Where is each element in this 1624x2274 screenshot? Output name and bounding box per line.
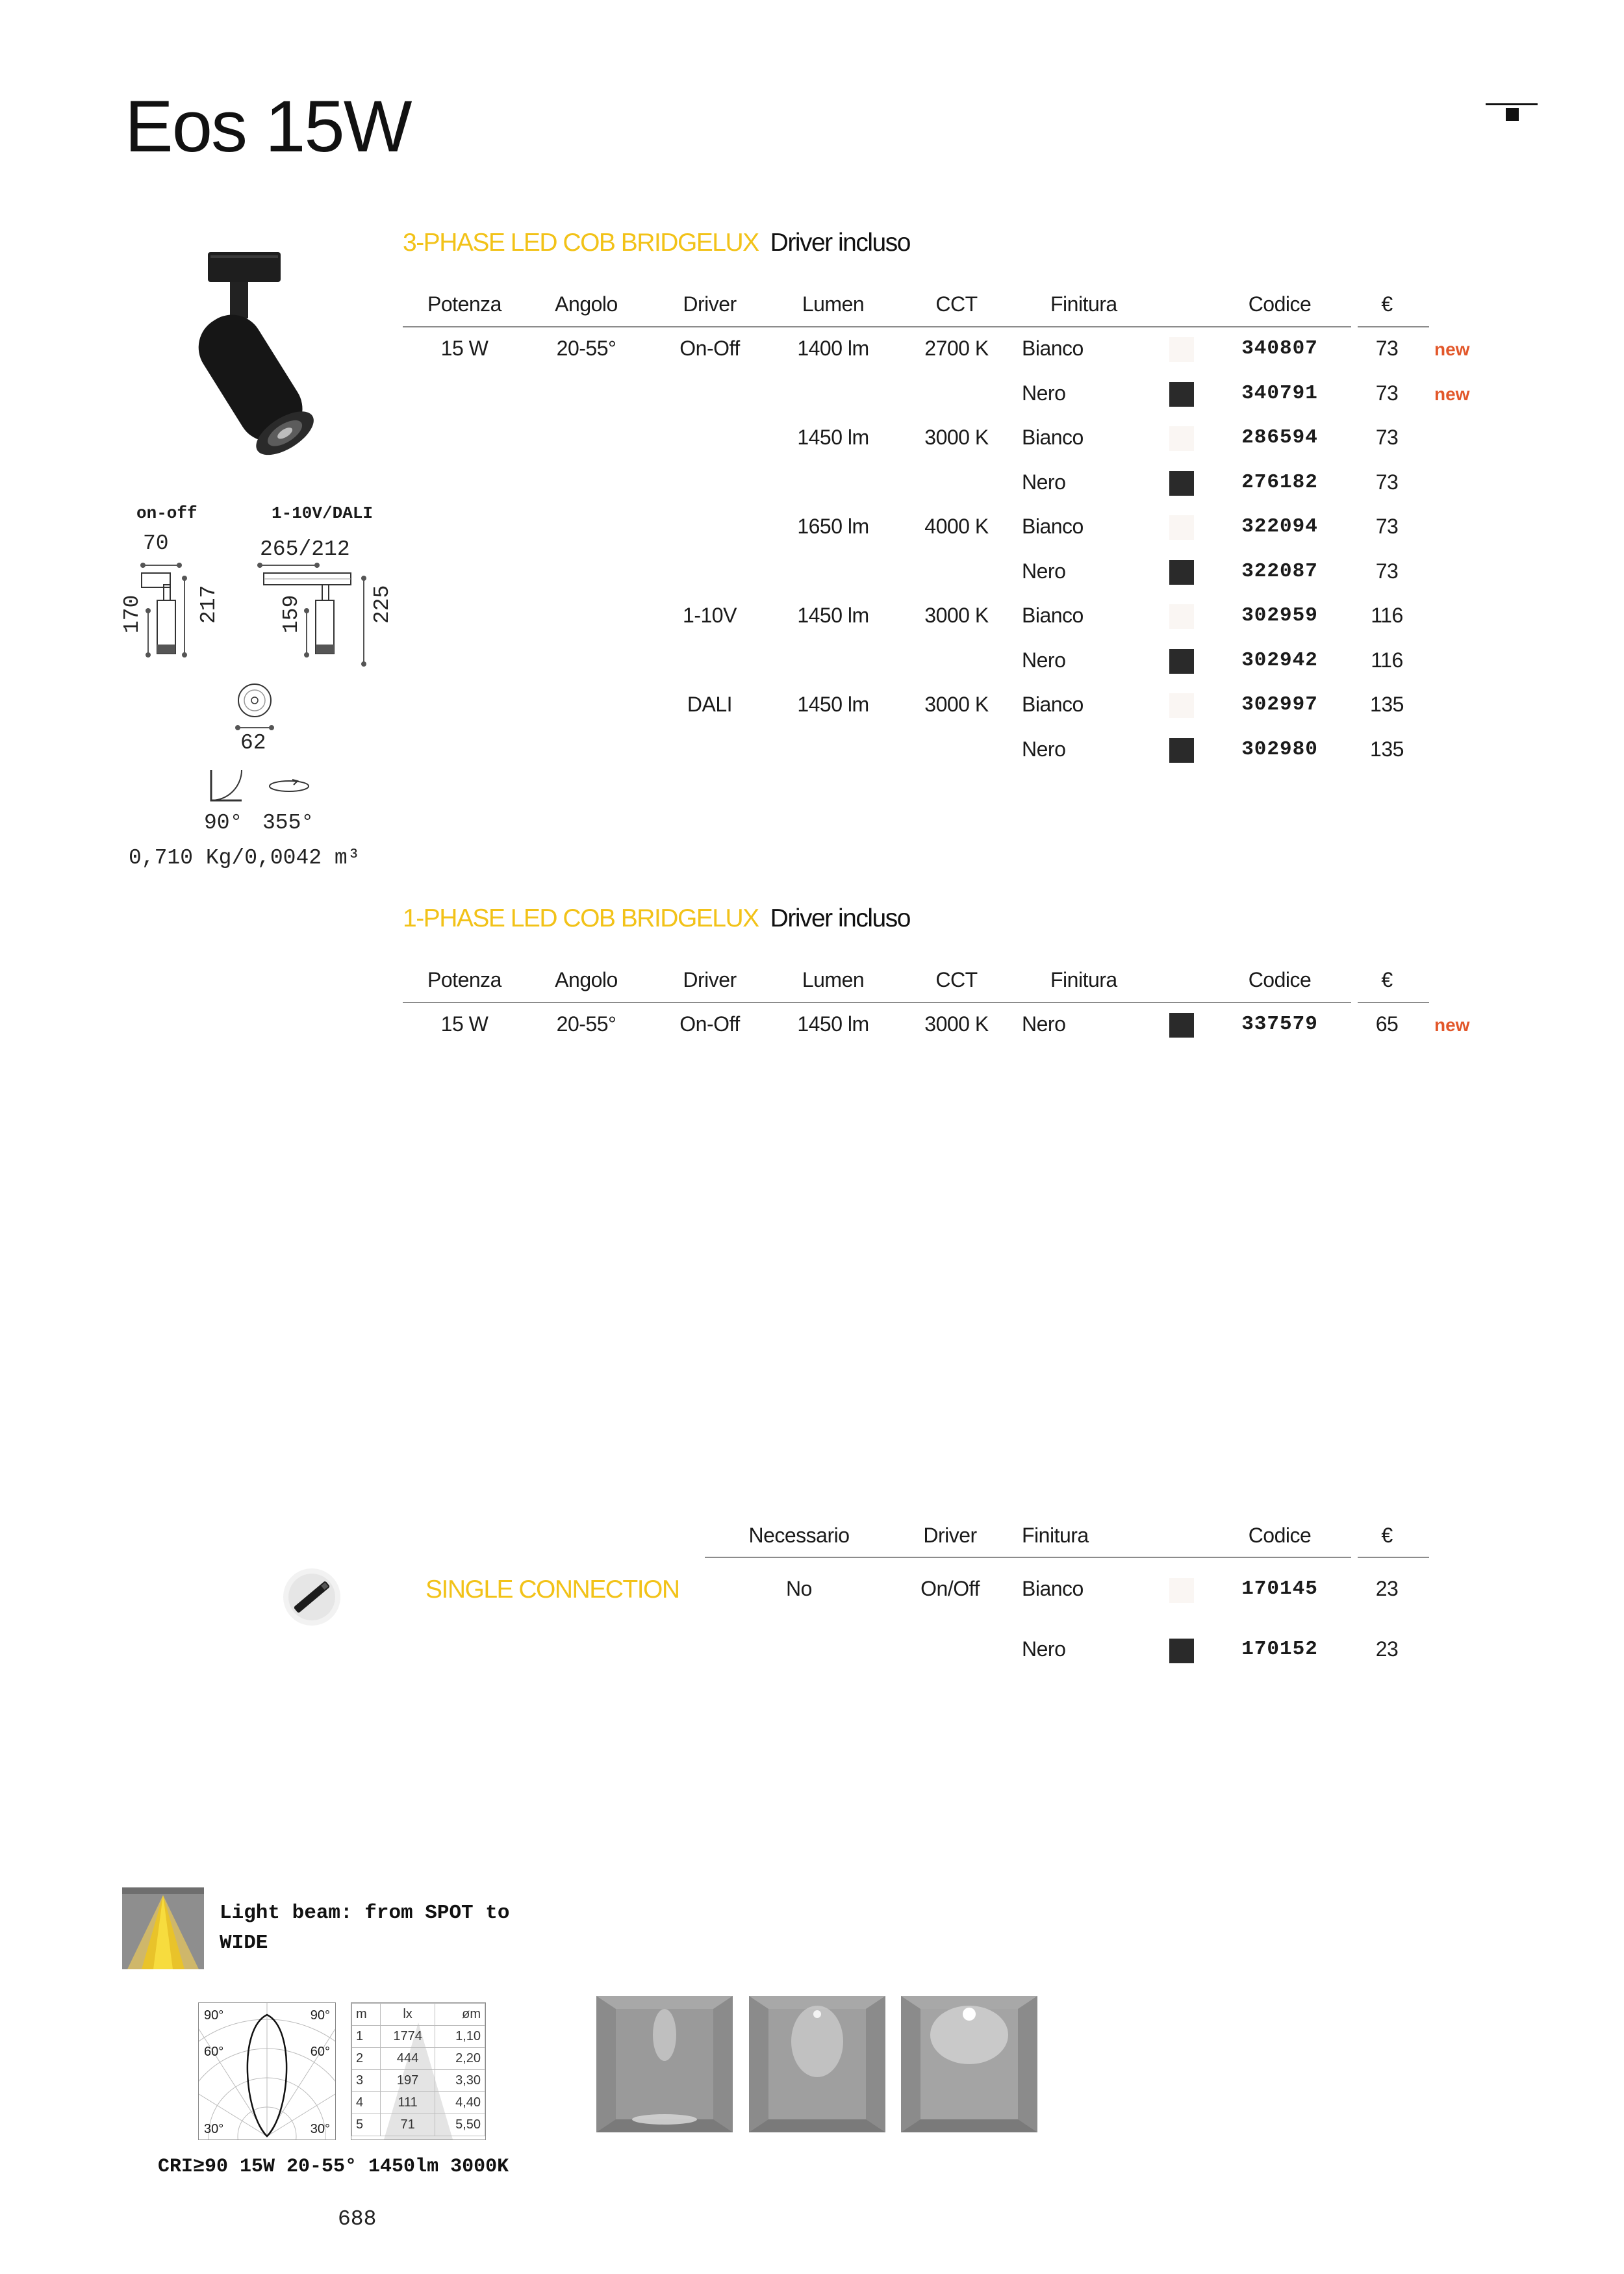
price: 135 (1370, 737, 1404, 761)
product-code: 302980 (1241, 737, 1318, 761)
acc-header-rule (705, 1557, 1351, 1558)
acc-col-driver: Driver (923, 1524, 977, 1547)
polar-angle-30-left: 30° (204, 2122, 224, 2136)
finish-swatch (1169, 1578, 1194, 1603)
product-code: 302942 (1241, 648, 1318, 672)
photo-table-row (352, 2048, 485, 2070)
price: 23 (1375, 1637, 1399, 1661)
s1-col-potenza: Potenza (427, 292, 501, 316)
price: 65 (1375, 1012, 1399, 1036)
price: 73 (1375, 470, 1399, 494)
finish-swatch (1169, 560, 1194, 585)
dim-label-dali: 1-10V/DALI (272, 504, 374, 523)
s1-col-driver: Driver (683, 292, 737, 316)
light-beam-line2: WIDE (220, 1932, 268, 1954)
price: 73 (1375, 337, 1399, 360)
corner-mark-square-icon (1506, 108, 1519, 121)
photo-diameter: 5,50 (435, 2114, 485, 2136)
polar-angle-30-right: 30° (310, 2122, 330, 2136)
cell-finitura: Nero (1022, 648, 1066, 672)
photo-col-om: øm (435, 2004, 485, 2026)
s1-header-rule (403, 326, 1351, 327)
s1-col-finitura: Finitura (1050, 292, 1117, 316)
light-beam-line1: Light beam: from SPOT to (220, 1902, 510, 1924)
cell-driver: On-Off (679, 337, 740, 360)
acc-col-price: € (1381, 1524, 1393, 1547)
cell-potenza: 15 W (440, 337, 488, 360)
cell-finitura: Bianco (1022, 604, 1084, 627)
cell-finitura: Nero (1022, 381, 1066, 405)
finish-swatch (1169, 471, 1194, 496)
cell-finitura: Nero (1022, 470, 1066, 494)
page-number: 688 (338, 2207, 377, 2231)
photo-col-m: m (352, 2004, 381, 2026)
photo-table-row (352, 2114, 485, 2136)
photo-table-row (352, 2070, 485, 2092)
acc-cell-finitura: Nero (1022, 1637, 1066, 1661)
finish-swatch (1169, 426, 1194, 451)
product-code: 302959 (1241, 604, 1318, 627)
page-title: Eos 15W (125, 86, 411, 167)
product-code: 322087 (1241, 559, 1318, 583)
finish-swatch (1169, 693, 1194, 718)
product-code: 170152 (1241, 1638, 1318, 1661)
price: 73 (1375, 426, 1399, 449)
new-badge: new (1434, 383, 1470, 404)
s2-col-angolo: Angolo (555, 968, 618, 991)
cell-finitura: Nero (1022, 1012, 1066, 1036)
price: 135 (1370, 693, 1404, 716)
price: 73 (1375, 559, 1399, 583)
photo-diameter: 4,40 (435, 2092, 485, 2114)
photo-distance: 5 (352, 2114, 381, 2136)
finish-swatch (1169, 604, 1194, 629)
cell-finitura: Bianco (1022, 693, 1084, 716)
s2-col-finitura: Finitura (1050, 968, 1117, 991)
corner-mark-line (1486, 103, 1538, 105)
section1-heading-type: 3-PHASE LED COB BRIDGELUX (403, 229, 759, 257)
cell-finitura: Bianco (1022, 337, 1084, 360)
s2-col-price: € (1381, 968, 1393, 991)
cell-cct: 3000 K (924, 604, 989, 627)
product-code: 276182 (1241, 470, 1318, 494)
product-code: 286594 (1241, 426, 1318, 449)
s2-col-cct: CCT (935, 968, 978, 991)
dim-onoff-height-b: 217 (197, 585, 221, 624)
product-track-spotlight-image (156, 250, 338, 465)
dim-label-onoff: on-off (136, 504, 197, 523)
dim-onoff-height-a: 170 (120, 594, 144, 633)
section1-heading-driver: Driver incluso (770, 229, 910, 257)
product-code: 322094 (1241, 515, 1318, 538)
acc-col-finitura: Finitura (1022, 1524, 1089, 1547)
cell-cct: 3000 K (924, 693, 989, 716)
s1-col-angolo: Angolo (555, 292, 618, 316)
polar-angle-60-right: 60° (310, 2045, 330, 2059)
price: 116 (1371, 648, 1403, 672)
product-code: 340807 (1241, 337, 1318, 360)
tilt-angle-icon (208, 767, 247, 809)
cell-angolo: 20-55° (556, 1012, 616, 1036)
photo-lux: 71 (380, 2114, 435, 2136)
acc-cell-necessario: No (786, 1577, 812, 1600)
accessory-label: SINGLE CONNECTION (425, 1576, 679, 1603)
photo-col-lx: lx (380, 2004, 435, 2026)
cell-driver: DALI (687, 693, 733, 716)
beam-photo-wide (901, 1996, 1037, 2136)
cell-driver: On-Off (679, 1012, 740, 1036)
section2-heading (403, 904, 910, 933)
finish-swatch (1169, 337, 1194, 362)
dim-dali-width: 265/212 (260, 537, 350, 561)
s2-col-driver: Driver (683, 968, 737, 991)
cell-lumen: 1450 lm (797, 426, 869, 449)
dimension-drawing (122, 559, 395, 676)
acc-col-codice: Codice (1248, 1524, 1312, 1547)
new-badge: new (1434, 1015, 1470, 1035)
cell-cct: 2700 K (924, 337, 989, 360)
photo-table-row (352, 2092, 485, 2114)
s2-col-lumen: Lumen (802, 968, 865, 991)
dim-dali-height-a: 159 (279, 594, 303, 633)
photometric-table-box (351, 2002, 486, 2140)
acc-cell-finitura: Bianco (1022, 1577, 1084, 1600)
s2-col-codice: Codice (1248, 968, 1312, 991)
light-beam-icon (122, 1887, 204, 1973)
polar-angle-60-left: 60° (204, 2045, 224, 2059)
acc-price-rule (1358, 1557, 1429, 1558)
photo-lux: 197 (380, 2070, 435, 2092)
s1-col-price: € (1381, 292, 1393, 316)
photo-lux: 111 (380, 2092, 435, 2114)
s1-col-lumen: Lumen (802, 292, 865, 316)
cell-finitura: Nero (1022, 737, 1066, 761)
price: 73 (1375, 381, 1399, 405)
photo-lux: 1774 (380, 2026, 435, 2048)
dim-rotation: 355° (262, 811, 314, 835)
polar-angle-90-right: 90° (310, 2008, 330, 2023)
section2-heading-type: 1-PHASE LED COB BRIDGELUX (403, 904, 759, 932)
cell-finitura: Nero (1022, 559, 1066, 583)
acc-col-necessario: Necessario (748, 1524, 850, 1547)
section2-heading-driver: Driver incluso (770, 904, 910, 932)
cell-potenza: 15 W (440, 1012, 488, 1036)
photo-diameter: 3,30 (435, 2070, 485, 2092)
photo-distance: 4 (352, 2092, 381, 2114)
cell-driver: 1-10V (683, 604, 737, 627)
acc-cell-driver: On/Off (920, 1577, 980, 1600)
photo-distance: 3 (352, 2070, 381, 2092)
cell-angolo: 20-55° (556, 337, 616, 360)
product-code: 337579 (1241, 1013, 1318, 1036)
finish-swatch (1169, 515, 1194, 540)
s1-col-cct: CCT (935, 292, 978, 316)
photometric-spec: CRI≥90 15W 20-55° 1450lm 3000K (158, 2156, 509, 2178)
new-badge: new (1434, 339, 1470, 359)
s2-col-potenza: Potenza (427, 968, 501, 991)
cell-finitura: Bianco (1022, 515, 1084, 538)
cell-cct: 3000 K (924, 426, 989, 449)
price: 73 (1375, 515, 1399, 538)
cell-lumen: 1450 lm (797, 693, 869, 716)
photo-distance: 1 (352, 2026, 381, 2048)
dim-onoff-width: 70 (143, 531, 169, 556)
connector-accessory-image (281, 1566, 343, 1631)
photo-diameter: 2,20 (435, 2048, 485, 2070)
s2-header-rule (403, 1002, 1351, 1003)
dim-diameter: 62 (240, 731, 266, 755)
s1-col-codice: Codice (1248, 292, 1312, 316)
cell-lumen: 1400 lm (797, 337, 869, 360)
product-code: 170145 (1241, 1578, 1318, 1600)
beam-photo-spot (596, 1996, 733, 2136)
price: 116 (1371, 604, 1403, 627)
photo-diameter: 1,10 (435, 2026, 485, 2048)
price: 23 (1375, 1577, 1399, 1600)
s1-price-rule (1358, 326, 1429, 327)
cell-lumen: 1650 lm (797, 515, 869, 538)
rotation-angle-icon (266, 776, 312, 799)
cell-cct: 3000 K (924, 1012, 989, 1036)
cell-lumen: 1450 lm (797, 604, 869, 627)
product-code: 302997 (1241, 693, 1318, 716)
cell-lumen: 1450 lm (797, 1012, 869, 1036)
finish-swatch (1169, 382, 1194, 407)
finish-swatch (1169, 1639, 1194, 1663)
polar-diagram (198, 2002, 336, 2140)
photo-table-row (352, 2026, 485, 2048)
s2-price-rule (1358, 1002, 1429, 1003)
dim-tilt: 90° (204, 811, 243, 835)
beam-photo-medium (749, 1996, 885, 2136)
finish-swatch (1169, 738, 1194, 763)
finish-swatch (1169, 649, 1194, 674)
photo-distance: 2 (352, 2048, 381, 2070)
photometric-table (351, 2003, 485, 2136)
light-beam-text (220, 1898, 509, 1958)
cell-cct: 4000 K (924, 515, 989, 538)
weight-volume: 0,710 Kg/0,0042 m³ (129, 846, 361, 870)
photo-lux: 444 (380, 2048, 435, 2070)
cell-finitura: Bianco (1022, 426, 1084, 449)
finish-swatch (1169, 1013, 1194, 1038)
dim-dali-height-b: 225 (370, 585, 394, 624)
product-code: 340791 (1241, 381, 1318, 405)
section1-heading (403, 229, 910, 257)
polar-angle-90-left: 90° (204, 2008, 224, 2023)
